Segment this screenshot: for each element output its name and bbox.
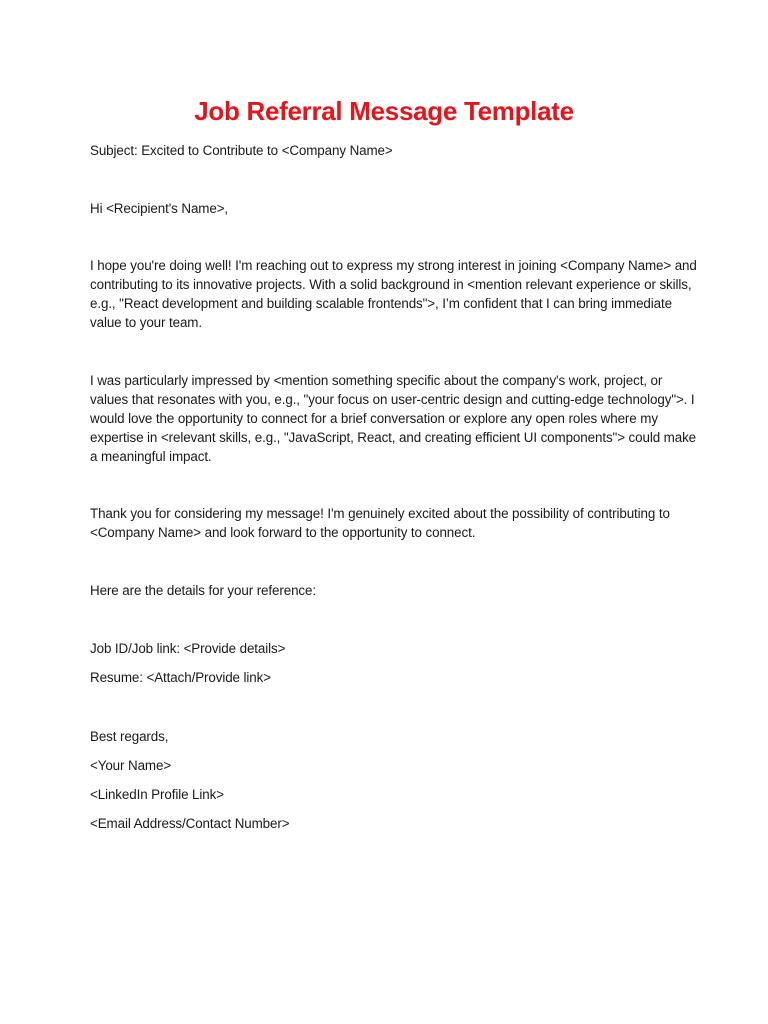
job-id-text: Job ID/Job link: <Provide details> — [90, 641, 286, 656]
details-intro-text: Here are the details for your reference: — [90, 583, 316, 598]
greeting-text: Hi <Recipient's Name>, — [90, 201, 229, 216]
paragraph-line: value to your team. — [90, 315, 202, 330]
resume-text: Resume: <Attach/Provide link> — [90, 670, 271, 685]
paragraph-line: would love the opportunity to connect for a brief conversation or explore any open roles where my — [90, 411, 658, 426]
paragraph-line: I hope you're doing well! I'm reaching out to express my strong interest in joining <Company Name> and — [90, 258, 697, 273]
resume-line — [90, 668, 690, 687]
page-title: Job Referral Message Template — [194, 96, 574, 126]
job-id-line — [90, 639, 690, 658]
closing-text: Best regards, — [90, 729, 169, 744]
closing-line — [90, 727, 690, 746]
paragraph-line: contributing to its innovative projects. With a solid background in <mention relevant experience or skills, — [90, 277, 692, 292]
greeting — [90, 199, 690, 218]
paragraph-impressed — [90, 371, 697, 466]
paragraph-line: I was particularly impressed by <mention something specific about the company's work, project, or — [90, 373, 663, 388]
paragraph-thanks — [90, 504, 690, 542]
paragraph-line: a meaningful impact. — [90, 449, 212, 464]
linkedin-line — [90, 785, 690, 804]
details-intro — [90, 581, 690, 600]
paragraph-line: e.g., "React development and building scalable frontends">, I’m confident that I can bring immediate — [90, 296, 672, 311]
subject-line — [90, 141, 690, 160]
subject-text: Subject: Excited to Contribute to <Company Name> — [90, 143, 393, 158]
your-name-text: <Your Name> — [90, 758, 172, 773]
paragraph-line: values that resonates with you, e.g., "your focus on user-centric design and cutting-edge technology">. I — [90, 392, 695, 407]
your-name-line — [90, 756, 690, 775]
paragraph-line: Thank you for considering my message! I'm genuinely excited about the possibility of contributing to — [90, 506, 670, 521]
paragraph-line: expertise in <relevant skills, e.g., "JavaScript, React, and creating efficient UI components"> could make — [90, 430, 697, 445]
contact-text: <Email Address/Contact Number> — [90, 816, 290, 831]
contact-line — [90, 814, 690, 833]
paragraph-intro — [90, 256, 697, 332]
paragraph-line: <Company Name> and look forward to the opportunity to connect. — [90, 525, 476, 540]
linkedin-text: <LinkedIn Profile Link> — [90, 787, 224, 802]
